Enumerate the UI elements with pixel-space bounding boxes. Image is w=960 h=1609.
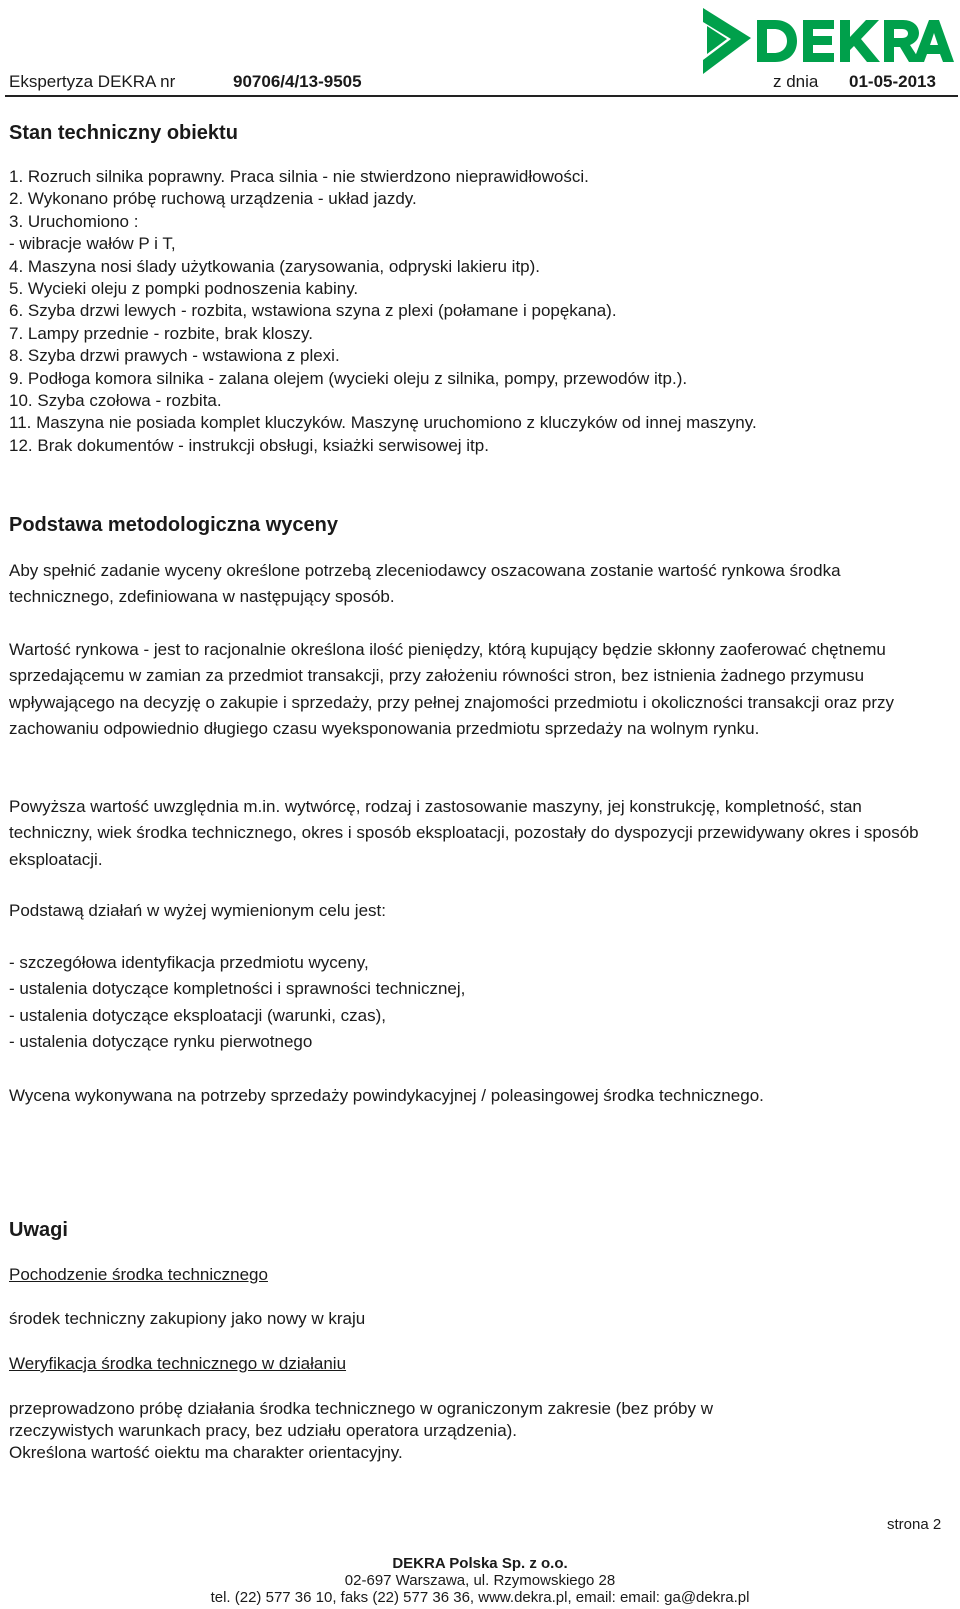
paragraph: Powyższa wartość uwzględnia m.in. wytwórcę, rodzaj i zastosowanie maszyny, jej konstrukcję, kompletność, stan techniczny, wiek środka technicznego, okres i sposób eksploatacji, pozostały do dyspozycji przewidywany okres i sposób eksploatacji. bbox=[9, 797, 919, 869]
origin-text: środek techniczny zakupiony jako nowy w kraju bbox=[9, 1309, 366, 1328]
paragraph: Wycena wykonywana na potrzeby sprzedaży powindykacyjnej / poleasingowej środka technicznego. bbox=[9, 1086, 764, 1105]
list-item: 9. Podłoga komora silnika - zalana olejem (wycieki oleju z silnika, pompy, przewodów itp.). bbox=[9, 368, 688, 388]
footer-company: DEKRA Polska Sp. z o.o. bbox=[392, 1555, 568, 1572]
list-item: - ustalenia dotyczące eksploatacji (warunki, czas), bbox=[9, 1005, 386, 1025]
subheading-verification: Weryfikacja środka technicznego w działaniu bbox=[9, 1354, 347, 1373]
list-item: 11. Maszyna nie posiada komplet kluczyków. Maszynę uruchomiono z kluczyków od innej maszyny. bbox=[9, 413, 757, 433]
section-title-methodology: Podstawa metodologiczna wyceny bbox=[9, 514, 338, 536]
list-item: 10. Szyba czołowa - rozbita. bbox=[9, 391, 222, 411]
list-item: 5. Wycieki oleju z pompki podnoszenia kabiny. bbox=[9, 279, 359, 299]
section-title-condition: Stan techniczny obiektu bbox=[9, 122, 238, 144]
text-line: Określona wartość oiektu ma charakter orientacyjny. bbox=[9, 1443, 403, 1462]
text-line: rzeczywistych warunkach pracy, bez udziału operatora urządzenia). bbox=[9, 1421, 518, 1440]
section-title-remarks: Uwagi bbox=[9, 1219, 68, 1241]
dekra-logo bbox=[697, 4, 957, 82]
date-label: z dnia bbox=[773, 72, 819, 91]
footer bbox=[0, 1555, 960, 1606]
list-item: 7. Lampy przednie - rozbite, brak kloszy. bbox=[9, 323, 313, 343]
verification-text bbox=[9, 1398, 889, 1464]
list-item: 6. Szyba drzwi lewych - rozbita, wstawiona szyna z plexi (połamane i popękana). bbox=[9, 301, 617, 321]
list-item: 12. Brak dokumentów - instrukcji obsługi, ksiażki serwisowej itp. bbox=[9, 435, 489, 455]
condition-list bbox=[9, 166, 757, 457]
subheading-origin: Pochodzenie środka technicznego bbox=[9, 1265, 268, 1284]
list-item: - wibracje wałów P i T, bbox=[9, 234, 176, 254]
list-item: - ustalenia dotyczące rynku pierwotnego bbox=[9, 1031, 313, 1051]
footer-address: 02-697 Warszawa, ul. Rzymowskiego 28 bbox=[344, 1572, 616, 1589]
paragraph: Podstawą działań w wyżej wymienionym celu jest: bbox=[9, 901, 386, 920]
footer-contact: tel. (22) 577 36 10, faks (22) 577 36 36, www.dekra.pl, email: email: ga@dekra.pl bbox=[210, 1589, 750, 1606]
list-item: 8. Szyba drzwi prawych - wstawiona z plexi. bbox=[9, 346, 340, 366]
list-item: - ustalenia dotyczące kompletności i sprawności technicznej, bbox=[9, 979, 466, 999]
report-number: 90706/4/13-9505 bbox=[233, 72, 362, 91]
report-date: 01-05-2013 bbox=[849, 72, 936, 91]
list-item: 3. Uruchomiono : bbox=[9, 211, 139, 231]
list-item: 1. Rozruch silnika poprawny. Praca silnia - nie stwierdzono nieprawidłowości. bbox=[9, 167, 589, 186]
text-line: przeprowadzono próbę działania środka technicznego w ograniczonym zakresie (bez próby w bbox=[9, 1399, 713, 1418]
paragraph: Wartość rynkowa - jest to racjonalnie określona ilość pieniędzy, którą kupujący będzie skłonny zaoferować chętnemu sprzedającemu w zamian za przedmiot transakcji, przy założeniu równości stron, bez istnienia żadnego przymusu wpływającego na decyzję o zakupie i sprzedaży, przy pełnej znajomości przedmiotu i okoliczności transakcji oraz przy zachowaniu odpowiednio długiego czasu wyeksponowania przedmiotu sprzedaży na wolnym rynku. bbox=[9, 640, 895, 738]
page-number: strona 2 bbox=[887, 1516, 942, 1533]
list-item: - szczegółowa identyfikacja przedmiotu wyceny, bbox=[9, 953, 369, 972]
paragraph: Aby spełnić zadanie wyceny określone potrzebą zleceniodawcy oszacowana zostanie wartość rynkowa środka technicznego, zdefiniowana w następujący sposób. bbox=[9, 561, 841, 607]
list-item: 4. Maszyna nosi ślady użytkowania (zarysowania, odpryski lakieru itp). bbox=[9, 256, 541, 276]
list-item: 2. Wykonano próbę ruchową urządzenia - układ jazdy. bbox=[9, 189, 417, 209]
header-divider bbox=[5, 95, 958, 97]
report-label: Ekspertyza DEKRA nr bbox=[9, 72, 176, 91]
basis-list bbox=[9, 950, 944, 1055]
